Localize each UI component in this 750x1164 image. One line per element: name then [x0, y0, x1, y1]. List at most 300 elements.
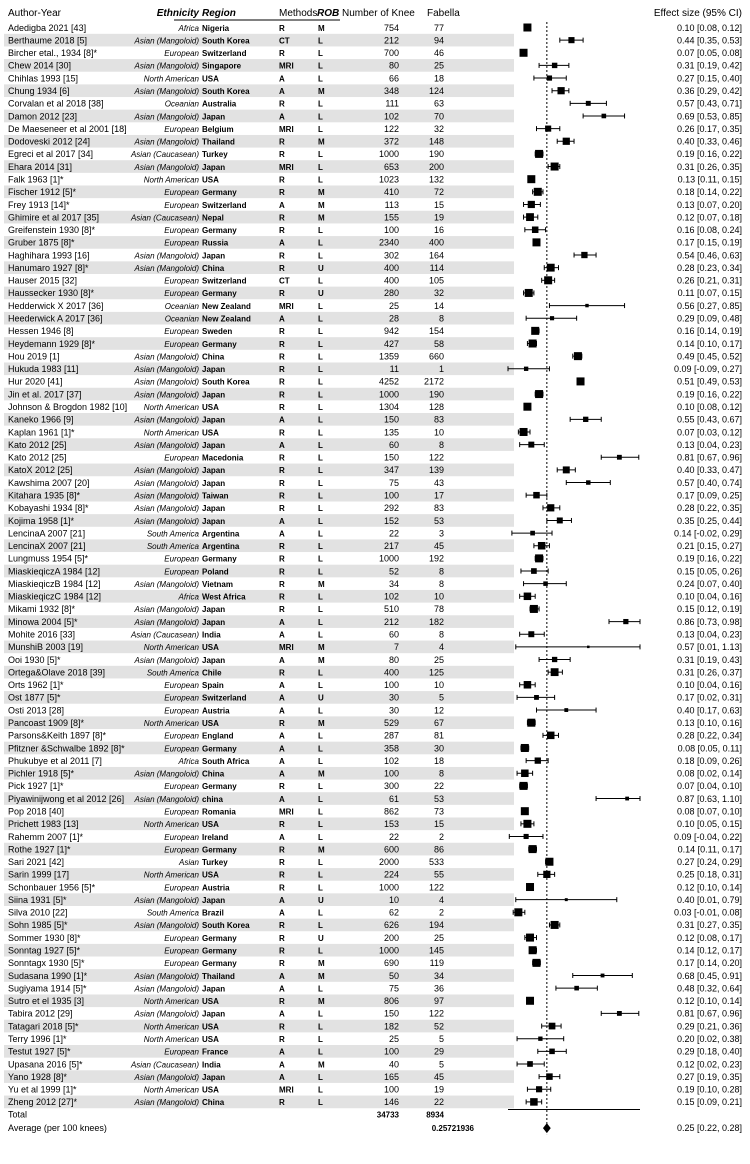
- study-rob: M: [318, 719, 325, 728]
- study-rob: L: [318, 870, 323, 880]
- study-ethnicity: Asian (Mangoloid): [134, 415, 199, 425]
- total-knees: 34733: [376, 1110, 399, 1120]
- average-diamond: [543, 1123, 551, 1133]
- study-knees: 862: [383, 806, 399, 817]
- study-method: R: [279, 579, 285, 589]
- study-method: R: [279, 1035, 285, 1044]
- study-ethnicity: European: [164, 946, 199, 956]
- point-estimate: [574, 986, 579, 991]
- study-method: A: [279, 984, 285, 994]
- study-ethnicity: Asian (Mangoloid): [134, 466, 199, 476]
- point-estimate: [574, 352, 582, 360]
- study-ethnicity: European: [164, 567, 199, 577]
- study-fabella: 15: [433, 199, 444, 210]
- study-author: Kato 2012 [25]: [8, 452, 67, 463]
- study-effect-label: 0.08 [0.07, 0.10]: [676, 806, 742, 817]
- study-effect-label: 0.57 [0.40, 0.74]: [676, 477, 742, 488]
- study-method: A: [279, 681, 285, 691]
- study-rob: L: [318, 921, 323, 931]
- point-estimate: [526, 997, 534, 1005]
- study-rob: L: [318, 807, 323, 817]
- average-effect-label: 0.25 [0.22, 0.28]: [676, 1123, 742, 1134]
- study-method: A: [279, 1060, 285, 1070]
- study-method: R: [279, 782, 285, 792]
- study-method: A: [279, 617, 285, 627]
- study-fabella: 190: [428, 149, 444, 160]
- study-rob: L: [318, 99, 323, 109]
- study-row: [8, 1059, 742, 1069]
- study-knees: 1000: [378, 389, 399, 400]
- study-region: USA: [202, 428, 219, 438]
- study-region: England: [202, 731, 234, 741]
- study-fabella: 192: [428, 553, 444, 564]
- study-rob: L: [318, 466, 323, 476]
- point-estimate: [514, 908, 522, 916]
- study-method: A: [279, 1047, 285, 1057]
- study-row: [8, 908, 742, 918]
- study-method: A: [279, 200, 285, 210]
- study-author: De Maeseneer et al 2001 [18]: [8, 123, 127, 134]
- study-row: [8, 453, 742, 463]
- study-knees: 50: [388, 970, 399, 981]
- study-effect-label: 0.57 [0.01, 1.13]: [676, 642, 742, 653]
- study-rob: L: [318, 554, 323, 564]
- study-region: Argentina: [202, 529, 240, 539]
- study-rob: L: [318, 403, 323, 412]
- study-fabella: 10: [433, 591, 444, 602]
- study-knees: 1304: [378, 402, 399, 412]
- study-method: R: [279, 554, 285, 564]
- study-ethnicity: Asian (Mangoloid): [134, 251, 199, 261]
- study-rob: L: [318, 352, 323, 362]
- point-estimate: [586, 480, 590, 484]
- point-estimate: [530, 531, 535, 536]
- study-effect-label: 0.17 [0.14, 0.20]: [676, 958, 742, 969]
- study-region: USA: [202, 719, 219, 728]
- study-region: Nigeria: [202, 23, 230, 33]
- study-knees: 30: [388, 692, 399, 703]
- study-author: Sonntagx 1930 [5]*: [8, 958, 85, 969]
- study-ethnicity: European: [164, 554, 199, 564]
- study-author: Kaplan 1961 [1]*: [8, 427, 75, 438]
- study-region: USA: [202, 820, 219, 830]
- point-estimate: [617, 455, 622, 460]
- study-rob: L: [318, 1009, 323, 1019]
- study-method: R: [279, 491, 285, 501]
- study-method: R: [279, 1098, 285, 1108]
- study-fabella: 124: [428, 86, 444, 96]
- study-region: Japan: [202, 895, 226, 905]
- study-method: R: [279, 946, 285, 956]
- study-fabella: 8: [438, 439, 444, 450]
- study-ethnicity: Asian (Mangoloid): [134, 504, 199, 514]
- study-row: [8, 48, 742, 58]
- study-knees: 1000: [378, 553, 399, 564]
- study-method: R: [279, 99, 285, 109]
- study-rob: L: [318, 681, 323, 691]
- point-estimate: [602, 114, 607, 119]
- study-region: Vietnam: [202, 579, 233, 589]
- study-region: Switzerland: [202, 276, 247, 286]
- study-ethnicity: European: [164, 200, 199, 210]
- study-rob: L: [318, 516, 323, 526]
- study-method: CT: [279, 276, 290, 286]
- study-author: Heydemann 1929 [8]*: [8, 338, 96, 349]
- study-ethnicity: European: [164, 807, 199, 817]
- study-ethnicity: Asian (Mangoloid): [134, 1098, 199, 1108]
- study-author: Ghimire et al 2017 [35]: [8, 212, 100, 223]
- study-rob: L: [318, 251, 323, 261]
- study-effect-label: 0.12 [0.10, 0.14]: [676, 996, 742, 1007]
- study-method: R: [279, 188, 285, 198]
- study-effect-label: 0.57 [0.43, 0.71]: [676, 98, 742, 109]
- study-effect-label: 0.24 [0.07, 0.40]: [676, 578, 742, 589]
- study-knees: 1000: [378, 945, 399, 956]
- study-method: CT: [279, 36, 290, 46]
- study-author: Dodoveski 2012 [24]: [8, 136, 91, 147]
- point-estimate: [534, 188, 542, 196]
- study-method: R: [279, 719, 285, 728]
- study-effect-label: 0.18 [0.14, 0.22]: [676, 187, 742, 198]
- study-fabella: 400: [428, 237, 444, 248]
- study-region: Japan: [202, 984, 226, 994]
- point-estimate: [520, 49, 528, 57]
- study-knees: 287: [383, 730, 399, 741]
- study-region: Japan: [202, 655, 226, 665]
- study-rob: L: [318, 226, 323, 236]
- study-rob: L: [318, 478, 323, 488]
- study-author: MiaskieqiczC 1984 [12]: [8, 591, 102, 602]
- study-region: Japan: [202, 516, 226, 526]
- study-rob: M: [318, 200, 325, 210]
- study-fabella: 154: [428, 326, 444, 337]
- study-method: A: [279, 769, 285, 779]
- point-estimate: [547, 504, 554, 511]
- study-rob: L: [318, 668, 323, 678]
- study-effect-label: 0.25 [0.18, 0.31]: [676, 869, 742, 880]
- study-knees: 4252: [378, 376, 399, 387]
- study-fabella: 16: [433, 225, 444, 236]
- study-row: [8, 377, 742, 387]
- study-row: [8, 857, 742, 867]
- study-row: [8, 983, 742, 993]
- study-method: A: [279, 908, 285, 918]
- point-estimate: [535, 150, 543, 158]
- study-author: Chung 1934 [6]: [8, 86, 70, 96]
- study-knees: 212: [383, 616, 399, 627]
- study-author: Corvalan et al 2018 [38]: [8, 98, 104, 109]
- study-knees: 1000: [378, 882, 399, 893]
- study-ethnicity: North American: [143, 870, 199, 880]
- study-row: [8, 225, 742, 235]
- study-author: Greifenstein 1930 [8]*: [8, 225, 96, 236]
- study-region: Germany: [202, 959, 237, 969]
- study-author: Kaneko 1966 [9]: [8, 414, 74, 425]
- study-rob: L: [318, 504, 323, 514]
- study-region: USA: [202, 870, 219, 880]
- study-knees: 113: [384, 199, 399, 210]
- point-estimate: [551, 163, 559, 171]
- study-rob: M: [318, 655, 325, 665]
- study-rob: L: [318, 908, 323, 918]
- study-fabella: 132: [428, 174, 444, 185]
- study-effect-label: 0.14 [0.11, 0.17]: [677, 844, 742, 855]
- study-effect-label: 0.31 [0.26, 0.35]: [676, 161, 742, 172]
- study-effect-label: 0.27 [0.19, 0.35]: [676, 1071, 742, 1082]
- study-method: A: [279, 655, 285, 665]
- study-knees: 700: [383, 48, 399, 59]
- point-estimate: [551, 921, 559, 929]
- point-estimate: [533, 492, 540, 499]
- study-knees: 102: [383, 591, 399, 602]
- study-method: MRI: [279, 61, 294, 71]
- study-effect-label: 0.19 [0.16, 0.22]: [676, 389, 742, 400]
- study-ethnicity: European: [164, 1047, 199, 1057]
- study-ethnicity: North American: [143, 820, 199, 830]
- point-estimate: [535, 554, 543, 562]
- study-rob: M: [318, 87, 325, 96]
- study-fabella: 194: [428, 920, 444, 931]
- study-knees: 2000: [378, 857, 399, 868]
- study-rob: L: [318, 74, 323, 84]
- study-row: [8, 200, 742, 210]
- study-fabella: 5: [438, 1059, 444, 1070]
- study-fabella: 122: [428, 1008, 444, 1019]
- study-region: Germany: [202, 289, 237, 299]
- point-estimate: [532, 959, 540, 967]
- study-ethnicity: South America: [146, 542, 199, 552]
- study-fabella: 8: [438, 629, 444, 640]
- study-row: [8, 604, 742, 614]
- study-ethnicity: European: [164, 845, 199, 855]
- study-author: Pop 2018 [40]: [8, 806, 65, 817]
- point-estimate: [525, 289, 533, 297]
- study-fabella: 114: [429, 262, 444, 273]
- point-estimate: [544, 276, 552, 284]
- point-estimate: [583, 417, 588, 422]
- study-author: Hur 2020 [41]: [8, 376, 63, 387]
- study-method: R: [279, 150, 285, 160]
- study-method: R: [279, 49, 285, 59]
- study-fabella: 190: [428, 389, 444, 400]
- study-ethnicity: Asian (Mangoloid): [134, 352, 199, 362]
- study-region: Turkey: [202, 150, 228, 160]
- row-band: [4, 767, 514, 780]
- study-rob: L: [318, 542, 323, 552]
- study-method: R: [279, 845, 285, 855]
- study-effect-label: 0.31 [0.26, 0.37]: [676, 667, 742, 678]
- study-knees: 30: [388, 705, 399, 716]
- study-effect-label: 0.07 [0.04, 0.10]: [676, 781, 742, 792]
- study-author: Gruber 1875 [8]*: [8, 237, 75, 248]
- point-estimate: [623, 619, 628, 624]
- study-knees: 212: [383, 35, 399, 46]
- point-estimate: [527, 1061, 533, 1067]
- study-effect-label: 0.40 [0.33, 0.46]: [676, 136, 742, 147]
- study-rob: U: [318, 895, 324, 905]
- study-effect-label: 0.26 [0.17, 0.35]: [676, 123, 742, 134]
- study-effect-label: 0.15 [0.09, 0.21]: [676, 1097, 742, 1108]
- study-effect-label: 0.16 [0.08, 0.24]: [676, 225, 742, 236]
- study-fabella: 43: [433, 477, 444, 488]
- point-estimate: [549, 1049, 555, 1055]
- study-knees: 400: [383, 262, 399, 273]
- study-rob: L: [318, 1098, 323, 1108]
- study-fabella: 139: [428, 465, 444, 476]
- study-rob: L: [318, 567, 323, 577]
- study-method: R: [279, 377, 285, 387]
- study-region: Austria: [202, 706, 230, 716]
- study-ethnicity: European: [164, 327, 199, 337]
- study-rob: L: [318, 61, 323, 71]
- study-knees: 302: [383, 250, 399, 261]
- study-fabella: 18: [433, 755, 444, 766]
- study-author: Orts 1962 [1]*: [8, 680, 64, 691]
- study-effect-label: 0.09 [-0.09, 0.27]: [673, 364, 742, 375]
- study-row: [8, 23, 742, 33]
- study-method: R: [279, 1022, 285, 1032]
- study-region: Germany: [202, 782, 237, 792]
- study-fabella: 29: [433, 1046, 444, 1057]
- study-ethnicity: Asian (Mangoloid): [134, 478, 199, 488]
- study-fabella: 55: [433, 869, 444, 880]
- row-band: [4, 438, 514, 451]
- study-author: Silva 2010 [22]: [8, 907, 68, 918]
- study-author: MunshiB 2003 [19]: [8, 642, 84, 653]
- point-estimate: [577, 377, 585, 385]
- study-method: A: [279, 516, 285, 526]
- study-method: R: [279, 263, 285, 273]
- study-fabella: 5: [438, 1034, 444, 1044]
- point-estimate: [529, 340, 537, 348]
- point-estimate: [523, 24, 531, 32]
- point-estimate: [524, 681, 532, 689]
- point-estimate: [529, 946, 537, 954]
- study-author: Sugiyama 1914 [5]*: [8, 983, 87, 994]
- study-row: [8, 351, 742, 361]
- study-method: A: [279, 794, 285, 804]
- study-knees: 75: [388, 983, 399, 994]
- study-author: Sohn 1985 [5]*: [8, 920, 68, 931]
- point-estimate: [550, 316, 554, 320]
- study-knees: 100: [383, 768, 399, 779]
- study-knees: 102: [383, 755, 399, 766]
- study-knees: 152: [383, 515, 399, 526]
- study-rob: L: [318, 946, 323, 956]
- study-effect-label: 0.49 [0.45, 0.52]: [676, 351, 742, 362]
- study-fabella: 83: [433, 503, 444, 514]
- study-knees: 100: [383, 680, 399, 691]
- study-method: MRI: [279, 643, 294, 653]
- study-region: China: [202, 352, 225, 362]
- point-estimate: [521, 744, 529, 752]
- study-region: South Africa: [202, 756, 250, 766]
- header-region: Region: [202, 8, 236, 19]
- study-author: Sonntag 1927 [5]*: [8, 945, 81, 956]
- summary-rows: [8, 1110, 742, 1134]
- study-ethnicity: European: [164, 188, 199, 198]
- study-effect-label: 0.10 [0.05, 0.15]: [676, 819, 742, 830]
- study-row: [8, 478, 742, 488]
- point-estimate: [527, 175, 535, 183]
- study-ethnicity: Asian (Mangoloid): [134, 921, 199, 931]
- study-knees: 7: [393, 642, 399, 653]
- study-author: Siina 1931 [5]*: [8, 894, 67, 905]
- study-region: Ireland: [202, 832, 229, 842]
- study-method: MRI: [279, 162, 294, 172]
- study-ethnicity: European: [164, 276, 199, 286]
- study-method: R: [279, 466, 285, 476]
- study-author: Hanumaro 1927 [8]*: [8, 262, 89, 273]
- point-estimate: [528, 442, 534, 448]
- point-estimate: [536, 1086, 542, 1092]
- study-author: Yano 1928 [8]*: [8, 1071, 67, 1082]
- study-ethnicity: Asian (Mangoloid): [134, 971, 199, 981]
- study-rob: M: [318, 23, 325, 33]
- study-ethnicity: North American: [143, 1085, 199, 1095]
- study-fabella: 32: [433, 288, 444, 299]
- study-ethnicity: Asian (Mangoloid): [134, 655, 199, 665]
- study-author: Pancoast 1909 [8]*: [8, 718, 85, 728]
- study-fabella: 8: [438, 768, 444, 779]
- study-row: [8, 99, 742, 109]
- header-effect-size: Effect size (95% CI): [653, 8, 742, 19]
- study-method: MRI: [279, 1085, 294, 1095]
- study-method: R: [279, 365, 285, 375]
- study-rob: L: [318, 49, 323, 59]
- study-ethnicity: Africa: [178, 23, 199, 33]
- study-region: Germany: [202, 188, 237, 198]
- study-author: Ost 1877 [5]*: [8, 692, 61, 703]
- study-fabella: 32: [433, 123, 444, 134]
- point-estimate: [601, 974, 605, 978]
- study-fabella: 18: [433, 73, 444, 84]
- study-region: Germany: [202, 339, 237, 349]
- study-rob: M: [318, 1060, 325, 1070]
- study-method: R: [279, 327, 285, 337]
- study-fabella: 119: [429, 958, 444, 969]
- study-rob: L: [318, 327, 323, 337]
- study-author: Sommer 1930 [8]*: [8, 932, 81, 943]
- study-knees: 150: [383, 452, 399, 463]
- study-fabella: 58: [433, 338, 444, 349]
- row-band: [4, 362, 514, 375]
- study-author: Lungmuss 1954 [5]*: [8, 553, 89, 564]
- study-effect-label: 0.12 [0.02, 0.23]: [676, 1059, 742, 1070]
- study-author: Yu et al 1999 [1]*: [8, 1084, 77, 1095]
- study-method: R: [279, 339, 285, 349]
- study-row: [8, 731, 742, 741]
- study-ethnicity: European: [164, 49, 199, 59]
- study-region: Japan: [202, 440, 226, 450]
- study-effect-label: 0.13 [0.07, 0.20]: [676, 199, 742, 210]
- study-row: [8, 402, 742, 412]
- study-knees: 28: [388, 313, 399, 324]
- study-ethnicity: Asian (Caucasean): [130, 1060, 199, 1070]
- study-effect-label: 0.40 [0.01, 0.79]: [676, 894, 742, 905]
- study-region: china: [202, 794, 223, 804]
- study-author: Pfitzner &Schwalbe 1892 [8]*: [8, 743, 125, 754]
- study-ethnicity: North American: [143, 428, 199, 438]
- study-rob: M: [318, 971, 325, 981]
- point-estimate: [547, 75, 552, 80]
- study-row: [8, 174, 742, 184]
- study-knees: 224: [383, 869, 399, 880]
- study-region: Belgium: [202, 124, 234, 134]
- study-rob: L: [318, 706, 323, 716]
- study-method: A: [279, 415, 285, 425]
- study-rob: L: [318, 744, 323, 754]
